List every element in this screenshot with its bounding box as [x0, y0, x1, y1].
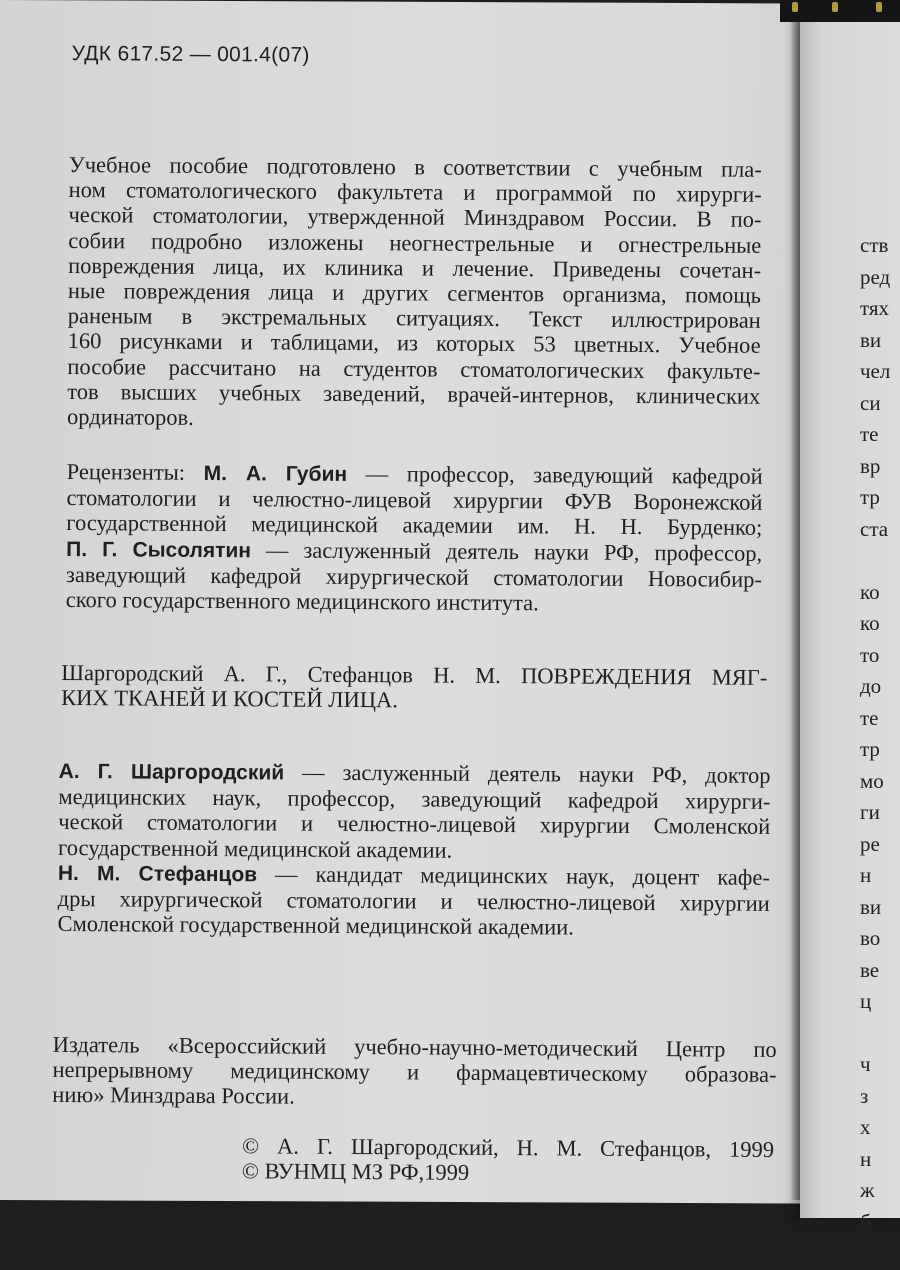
right-page-fragment: си: [860, 390, 881, 415]
right-page-fragment: ре: [860, 831, 880, 856]
right-page-fragment: ц: [860, 989, 872, 1013]
reviewers-block: [66, 459, 763, 617]
reviewer-name: П. Г. Сысолятин: [66, 537, 252, 562]
right-page-fragment: тр: [860, 737, 880, 761]
citation-line: КИХ ТКАНЕЙ И КОСТЕЙ ЛИЦА.: [61, 685, 399, 713]
annotation-line: тов высших учебных заведений, врачей-интернов, клинических: [67, 378, 761, 409]
annotation-line: собии подробно изложены неогнестрельные и огнестрельные: [68, 227, 762, 258]
right-page-fragment: в: [860, 1241, 870, 1265]
reviewer-text: заведующий кафедрой хирургической стоматологии Новосибир-: [65, 561, 763, 592]
right-page-fragment: ж: [860, 1178, 875, 1202]
author-text: дры хирургической стоматологии и челюстно-лицевой хирургии: [57, 885, 770, 916]
reviewers-label: Рецензенты:: [66, 458, 186, 485]
right-page-fragment: тр: [860, 485, 880, 509]
publisher-line: нию» Минздрава России.: [52, 1082, 295, 1110]
annotation-line: ные повреждения лица и других сегментов организма, помощь: [67, 278, 762, 308]
right-page-fragment: вр: [860, 453, 881, 478]
publisher-block: [52, 1032, 777, 1113]
citation-line: Шаргородский А. Г., Стефанцов Н. М. ПОВРЕЖДЕНИЯ МЯГ-: [61, 659, 768, 690]
author-text: Смоленской государственной медицинской академии.: [57, 911, 574, 940]
copyright-line: © А. Г. Шаргородский, Н. М. Стефанцов, 1999: [241, 1133, 775, 1162]
reviewer-text: государственной медицинской академии им. Н. Н. Бурденко;: [66, 510, 763, 541]
right-page-fragment: н: [860, 863, 872, 887]
reviewer-text: стоматологии и челюстно-лицевой хирургии ФУВ Воронежской: [66, 485, 763, 516]
right-page-fragment: тях: [860, 296, 890, 320]
publisher-line: непрерывному медицинскому и фармацевтическому образова-: [52, 1057, 777, 1088]
right-page-fragment: ред: [860, 264, 891, 289]
right-page-fragment: ги: [860, 800, 880, 824]
publisher-line: Издатель «Всероссийский учебно-научно-методический Центр по: [52, 1031, 777, 1062]
annotation-line: раненым в экстремальных ситуациях. Текст иллюстрирован: [67, 303, 761, 334]
annotation-paragraph: [67, 152, 762, 434]
annotation-line: пособие рассчитано на студентов стоматологических факульте-: [67, 353, 761, 384]
annotation-line: повреждения лица, их клиника и лечение. Приведены сочетан-: [68, 252, 762, 283]
right-page-fragment: х: [860, 1115, 871, 1139]
author-name: Н. М. Стефанцов: [57, 861, 258, 887]
right-page-fragment: до: [860, 674, 882, 698]
author-name: А. Г. Шаргородский: [58, 759, 285, 785]
annotation-line: 160 рисунками и таблицами, из которых 53 цветных. Учебное: [67, 328, 761, 359]
right-page-fragment: ч: [860, 1052, 871, 1076]
right-page-fragment: н: [860, 1146, 872, 1171]
reviewer-text: — профессор, заведующий кафедрой: [347, 460, 763, 489]
copyright-line: © ВУНМЦ МЗ РФ,1999: [241, 1158, 470, 1186]
right-page-fragment: ви: [860, 327, 882, 352]
reviewer-text: ского государственного медицинского института.: [65, 587, 539, 616]
author-text: — кандидат медицинских наук, доцент кафе-: [257, 861, 770, 890]
author-text: ческой стоматологии и челюстно-лицевой хирургии Смоленской: [58, 809, 771, 840]
author-text: медицинских наук, профессор, заведующий кафедрой хирурги-: [58, 784, 771, 815]
right-page-fragment: те: [860, 705, 879, 730]
bibliographic-citation: [61, 660, 767, 715]
udk-code: УДК 617.52 — 001.4(07): [71, 42, 310, 67]
right-page-fragment: ко: [860, 579, 880, 604]
author-text: — заслуженный деятель науки РФ, доктор: [284, 759, 771, 788]
right-page-fragment: чел: [860, 359, 891, 383]
reviewer-text: — заслуженный деятель науки РФ, профессор,: [250, 536, 763, 566]
right-page-fragment: мо: [860, 768, 884, 793]
right-page-fragment: во: [860, 926, 881, 950]
right-page-fragment: ста: [860, 516, 889, 541]
annotation-line: ческой стоматологии, утвержденной Минздравом России. В по-: [68, 202, 762, 233]
annotation-line: ординаторов.: [67, 404, 194, 430]
annotation-line: Учебное пособие подготовлено в соответствии с учебным пла-: [68, 151, 762, 182]
right-page-fragment: б: [860, 1209, 871, 1234]
copyright-block: [242, 1133, 774, 1187]
right-page-fragment: те: [860, 422, 879, 446]
right-page-fragment: з: [860, 1083, 869, 1108]
right-page-fragment: ве: [860, 957, 880, 982]
author-text: государственной медицинской академии.: [57, 834, 453, 863]
authors-block: [57, 758, 770, 941]
right-page-fragment: ств: [860, 233, 889, 257]
right-page-fragment: то: [860, 642, 880, 667]
right-page-fragment: ко: [860, 611, 880, 635]
right-page-fragment: ви: [860, 894, 882, 919]
reviewer-name: М. А. Губин: [203, 461, 348, 486]
annotation-line: ном стоматологического факультета и программой по хирурги-: [68, 177, 762, 208]
